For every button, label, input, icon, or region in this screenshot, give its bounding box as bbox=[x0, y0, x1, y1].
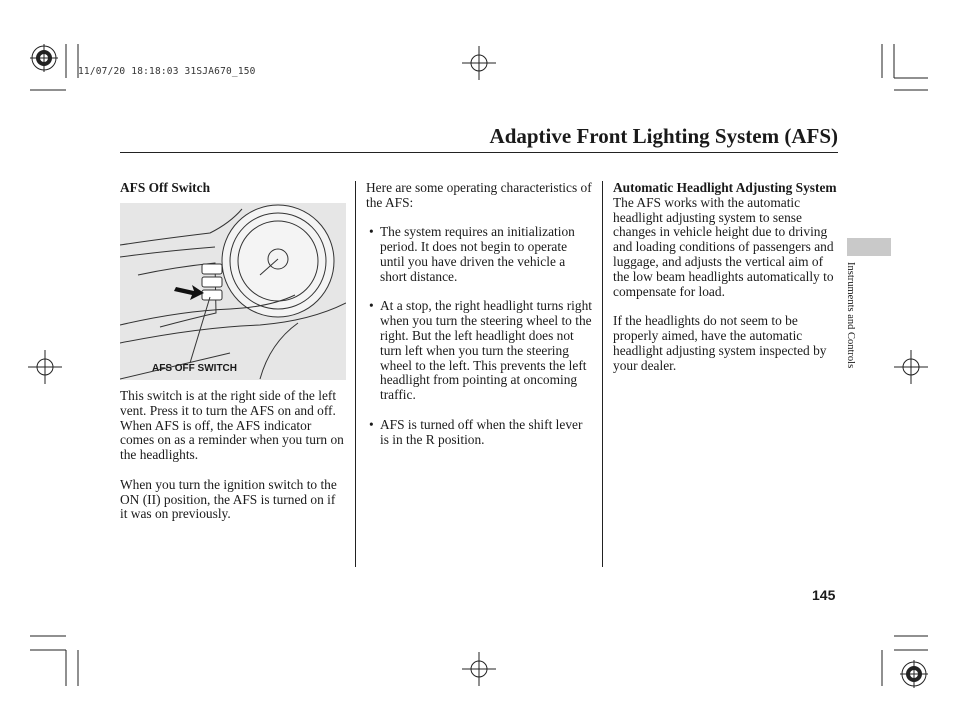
figure-label: AFS OFF SWITCH bbox=[152, 363, 237, 374]
column-divider bbox=[355, 181, 356, 567]
intro-paragraph: Here are some operating characteristics of the AFS: bbox=[366, 180, 592, 210]
left-column bbox=[120, 181, 346, 196]
crosshair-icon bbox=[894, 350, 928, 384]
middle-column bbox=[366, 181, 594, 447]
crosshair-icon bbox=[462, 652, 496, 686]
crosshair-icon bbox=[28, 350, 62, 384]
paragraph: If the headlights do not seem to be properly aimed, have the automatic headlight adjusting system inspected by your dealer. bbox=[613, 313, 827, 373]
print-metadata: 11/07/20 18:18:03 31SJA670_150 bbox=[78, 66, 256, 77]
page-title: Adaptive Front Lighting System (AFS) bbox=[489, 124, 838, 148]
left-column-body bbox=[120, 389, 346, 522]
paragraph: This switch is at the right side of the left vent. Press it to turn the AFS on and off. When AFS is off, the AFS indicator comes on as a reminder when you turn on the headlights. bbox=[120, 388, 344, 463]
paragraph: The AFS works with the automatic headlight adjusting system to sense changes in vehicle height due to driving and loading conditions of passengers and luggage, and adjusts the vertical aim of the low beam headlights automatically to compensate for load. bbox=[613, 194, 834, 299]
crosshair-icon bbox=[462, 46, 496, 80]
page-number: 145 bbox=[812, 587, 836, 603]
automatic-headlight-heading: Automatic Headlight Adjusting System bbox=[613, 180, 837, 195]
section-tab-label: Instruments and Controls bbox=[845, 262, 856, 369]
afs-switch-illustration bbox=[120, 203, 346, 380]
registration-target-icon bbox=[30, 44, 58, 72]
afs-off-switch-heading: AFS Off Switch bbox=[120, 180, 211, 195]
section-tab bbox=[847, 238, 891, 256]
paragraph: When you turn the ignition switch to the ON (II) position, the AFS is turned on if it was on previously. bbox=[120, 476, 337, 522]
list-item: • AFS is turned off when the shift lever is in the R position. bbox=[369, 416, 583, 447]
right-column bbox=[613, 181, 839, 373]
list-item: • The system requires an initialization period. It does not begin to operate until you have driven the vehicle a short distance. bbox=[369, 224, 575, 284]
column-divider bbox=[602, 181, 603, 567]
registration-target-icon bbox=[900, 660, 928, 688]
list-item: • At a stop, the right headlight turns right when you turn the steering wheel to the right. But the left headlight does not turn left when you turn the steering wheel to the left. This prevents the left headlight from pointing at oncoming traffic. bbox=[369, 298, 592, 403]
title-rule bbox=[120, 152, 838, 153]
